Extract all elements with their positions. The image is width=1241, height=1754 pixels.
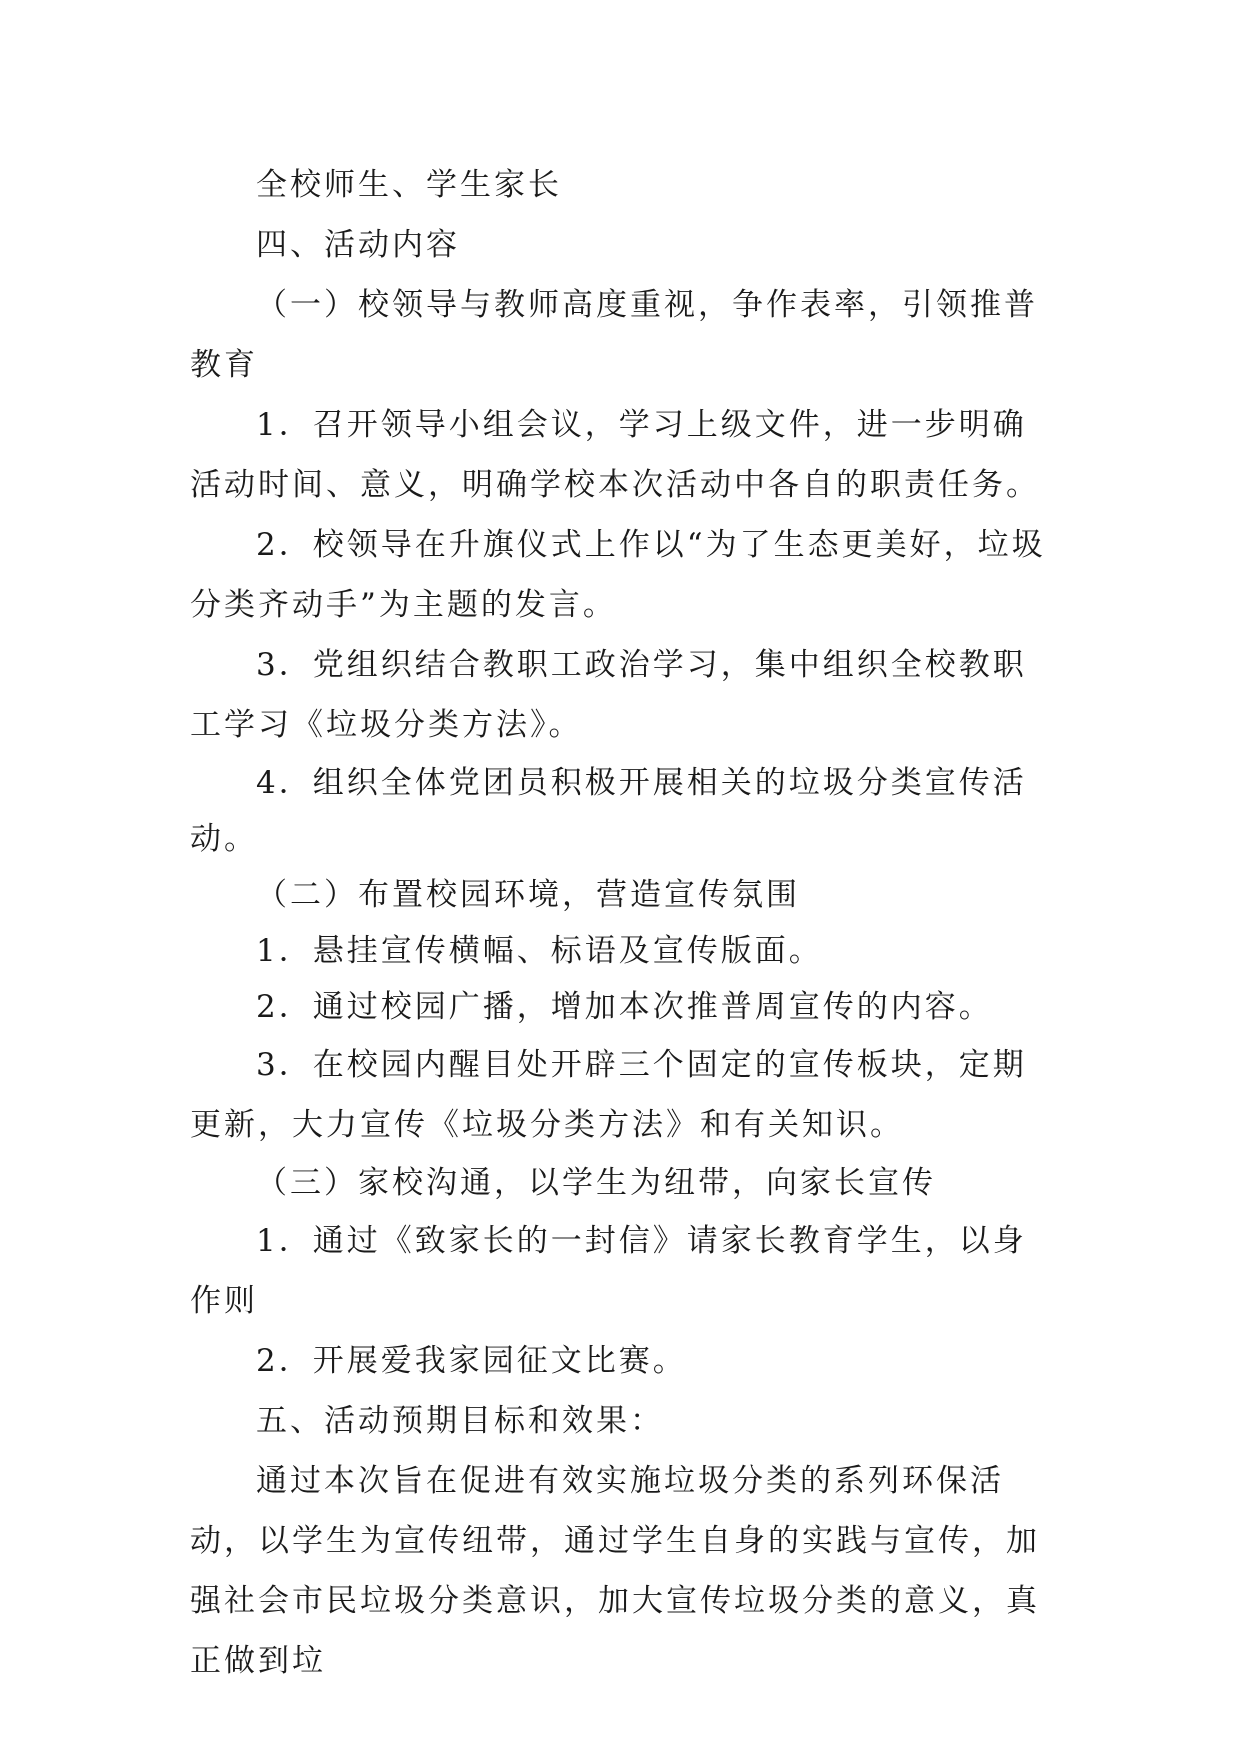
heading-expected-goals: 五、活动预期目标和效果：	[256, 1403, 664, 1439]
list-item-party-study: 3．党组织结合教职工政治学习，集中组织全校教职工学习《垃圾分类方法》。	[190, 647, 1027, 743]
list-item-essay-contest: 2．开展爱我家园征文比赛。	[256, 1343, 687, 1379]
subheading-campus-environment: （二）布置校园环境，营造宣传氛围	[256, 877, 800, 913]
list-item-bulletin-boards: 3．在校园内醒目处开辟三个固定的宣传板块，定期更新，大力宣传《垃圾分类方法》和有关知识。	[190, 1047, 1027, 1143]
list-item-flag-ceremony: 2．校领导在升旗仪式上作以“为了生态更美好，垃圾分类齐动手”为主题的发言。	[190, 527, 1046, 623]
heading-activity-content: 四、活动内容	[256, 227, 460, 263]
paragraph-audience: 全校师生、学生家长	[256, 167, 562, 203]
list-item-banners: 1．悬挂宣传横幅、标语及宣传版面。	[256, 933, 823, 969]
list-item-meeting: 1．召开领导小组会议，学习上级文件，进一步明确活动时间、意义，明确学校本次活动中各自的职责任务。	[190, 407, 1040, 503]
list-item-party-members: 4．组织全体党团员积极开展相关的垃圾分类宣传活动。	[190, 765, 1027, 857]
subheading-home-school: （三）家校沟通，以学生为纽带，向家长宣传	[256, 1165, 936, 1201]
document-body	[190, 155, 1060, 1691]
list-item-broadcast: 2．通过校园广播，增加本次推普周宣传的内容。	[256, 989, 993, 1025]
subheading-leadership: （一）校领导与教师高度重视，争作表率，引领推普教育	[190, 287, 1038, 383]
paragraph-goals-body: 通过本次旨在促进有效实施垃圾分类的系列环保活动，以学生为宣传纽带，通过学生自身的实践与宣传，加强社会市民垃圾分类意识，加大宣传垃圾分类的意义，真正做到垃	[190, 1463, 1040, 1679]
list-item-letter: 1．通过《致家长的一封信》请家长教育学生，以身作则	[190, 1223, 1027, 1319]
